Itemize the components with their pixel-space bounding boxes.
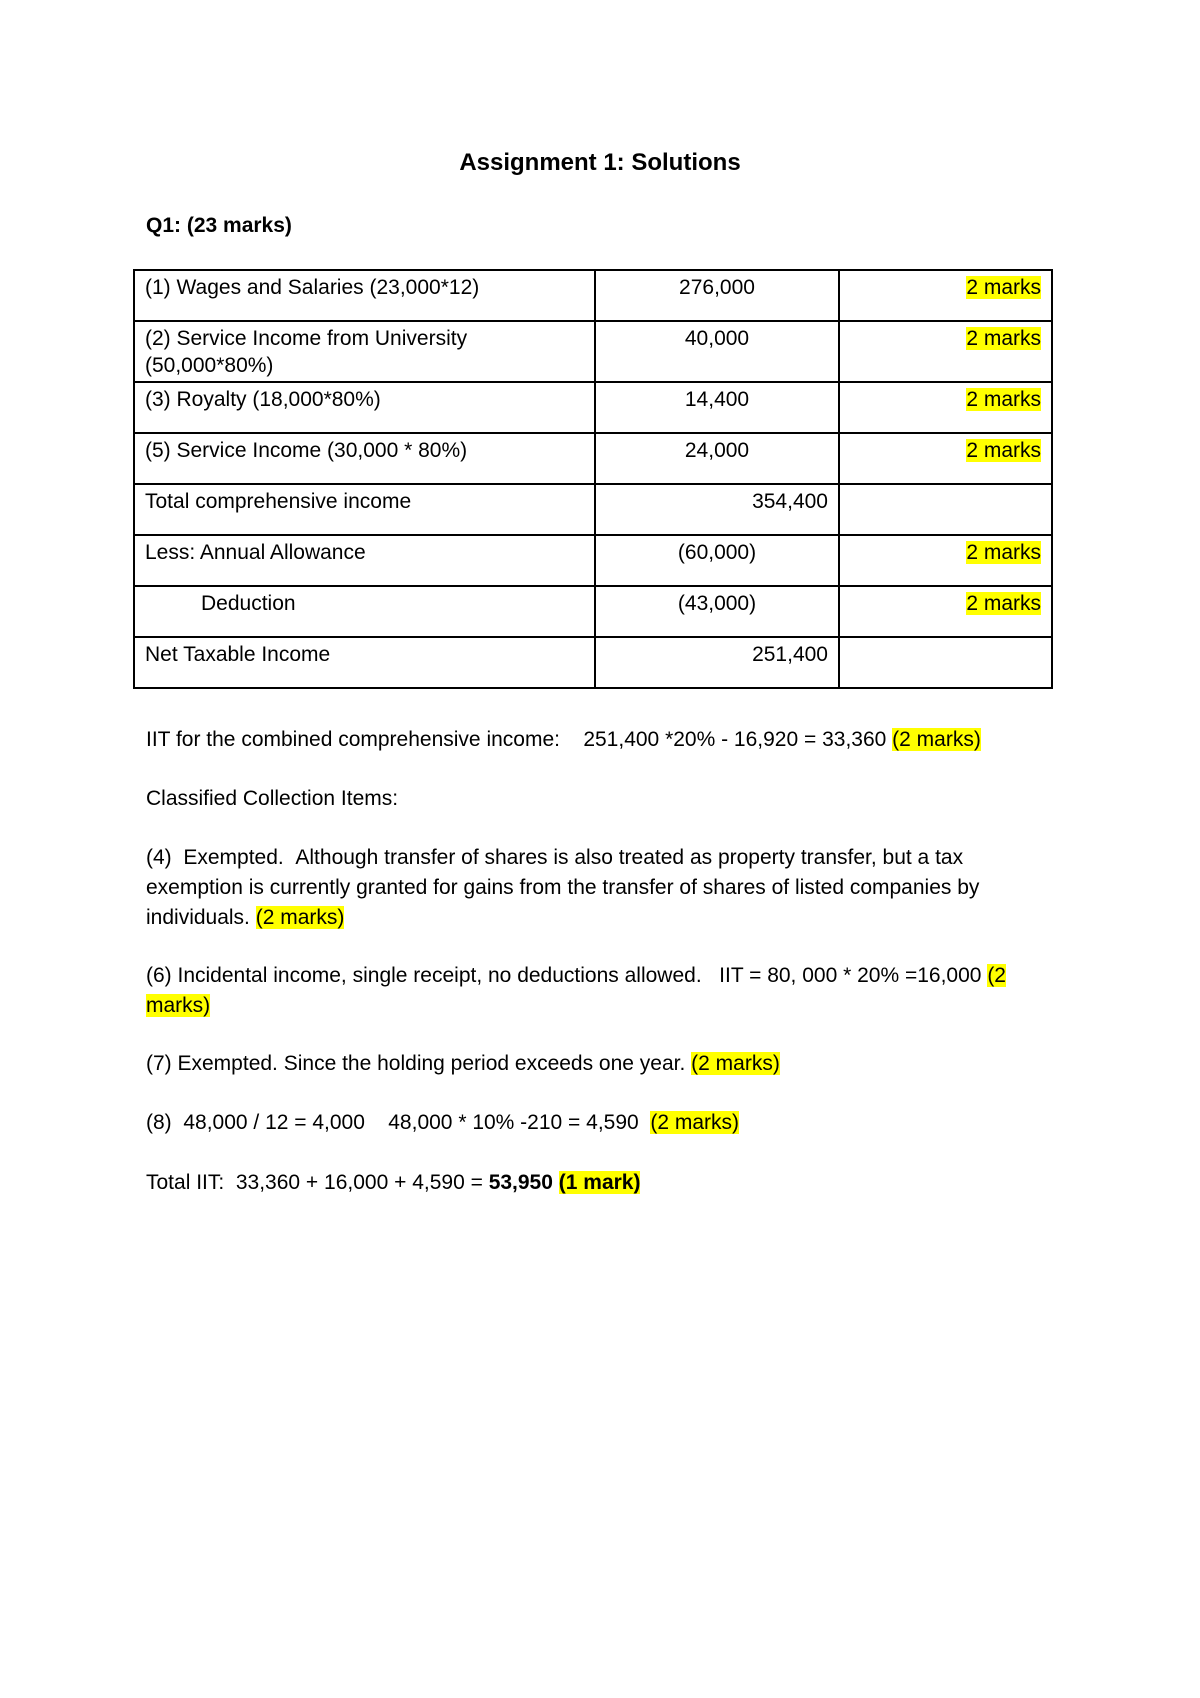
item-6-paragraph — [146, 961, 1056, 1021]
row-marks-cell — [839, 484, 1052, 535]
row-label: (2) Service Income from University (50,000*80%) — [134, 321, 595, 382]
table-row — [134, 535, 1052, 586]
row-label: Less: Annual Allowance — [134, 535, 595, 586]
marks-highlight: 2 marks — [966, 439, 1041, 462]
marks-highlight: (2 marks) — [892, 728, 981, 751]
row-amount: 24,000 — [595, 433, 839, 484]
table-row — [134, 321, 1052, 382]
row-label: (1) Wages and Salaries (23,000*12) — [134, 270, 595, 321]
row-marks-cell — [839, 586, 1052, 637]
marks-highlight: (1 mark) — [558, 1171, 641, 1194]
row-marks-cell — [839, 270, 1052, 321]
row-amount: 251,400 — [595, 637, 839, 688]
row-label: Net Taxable Income — [134, 637, 595, 688]
row-amount: (43,000) — [595, 586, 839, 637]
document-title: Assignment 1: Solutions — [459, 149, 741, 176]
row-amount: (60,000) — [595, 535, 839, 586]
table-row — [134, 433, 1052, 484]
item-4-text: (4) Exempted. Although transfer of shares is also treated as property transfer, but a tax exemption is currently granted for gains from the transfer of shares of listed companies by individuals. — [146, 846, 980, 929]
total-iit-value: 53,950 — [488, 1171, 553, 1194]
marks-highlight: 2 marks — [966, 541, 1041, 564]
marks-highlight: 2 marks — [966, 388, 1041, 411]
item-7-text: (7) Exempted. Since the holding period exceeds one year. — [146, 1052, 692, 1075]
table-row — [134, 637, 1052, 688]
row-marks-cell — [839, 321, 1052, 382]
row-marks-cell — [839, 382, 1052, 433]
question-heading: Q1: (23 marks) — [146, 214, 292, 237]
marks-highlight: (2 marks) — [650, 1111, 740, 1134]
item-7-paragraph — [146, 1049, 1056, 1079]
row-amount: 40,000 — [595, 321, 839, 382]
row-label-cell — [134, 586, 595, 637]
marks-highlight: (2 marks) — [691, 1052, 780, 1075]
marks-highlight: (2 marks) — [146, 964, 1006, 1017]
marks-highlight: 2 marks — [966, 327, 1041, 350]
item-8-text: (8) 48,000 / 12 = 4,000 48,000 * 10% -210 = 4,590 — [146, 1111, 651, 1134]
row-marks-cell — [839, 637, 1052, 688]
marks-highlight: 2 marks — [966, 592, 1041, 615]
table-row — [134, 270, 1052, 321]
classified-heading: Classified Collection Items: — [146, 787, 399, 810]
iit-calculation-text: IIT for the combined comprehensive income: 251,400 *20% - 16,920 = 33,360 — [146, 728, 893, 751]
row-amount: 14,400 — [595, 382, 839, 433]
row-amount: 354,400 — [595, 484, 839, 535]
row-amount: 276,000 — [595, 270, 839, 321]
row-label: (3) Royalty (18,000*80%) — [134, 382, 595, 433]
total-iit-text: Total IIT: 33,360 + 16,000 + 4,590 = — [146, 1171, 489, 1194]
item-8-paragraph — [146, 1108, 1056, 1138]
income-table — [133, 269, 1053, 689]
row-label: Total comprehensive income — [134, 484, 595, 535]
row-marks-cell — [839, 535, 1052, 586]
item-4-paragraph — [146, 843, 1056, 933]
marks-highlight: (2 marks) — [255, 906, 345, 929]
iit-calculation-line — [146, 725, 1056, 755]
row-label: Deduction — [201, 592, 296, 615]
item-6-text: (6) Incidental income, single receipt, no deductions allowed. IIT = 80, 000 * 20% =16,000 — [146, 964, 988, 987]
row-label: (5) Service Income (30,000 * 80%) — [134, 433, 595, 484]
table-row — [134, 382, 1052, 433]
marks-highlight: 2 marks — [966, 276, 1041, 299]
table-row — [134, 484, 1052, 535]
table-row — [134, 586, 1052, 637]
total-iit-line — [146, 1168, 1056, 1198]
row-marks-cell — [839, 433, 1052, 484]
